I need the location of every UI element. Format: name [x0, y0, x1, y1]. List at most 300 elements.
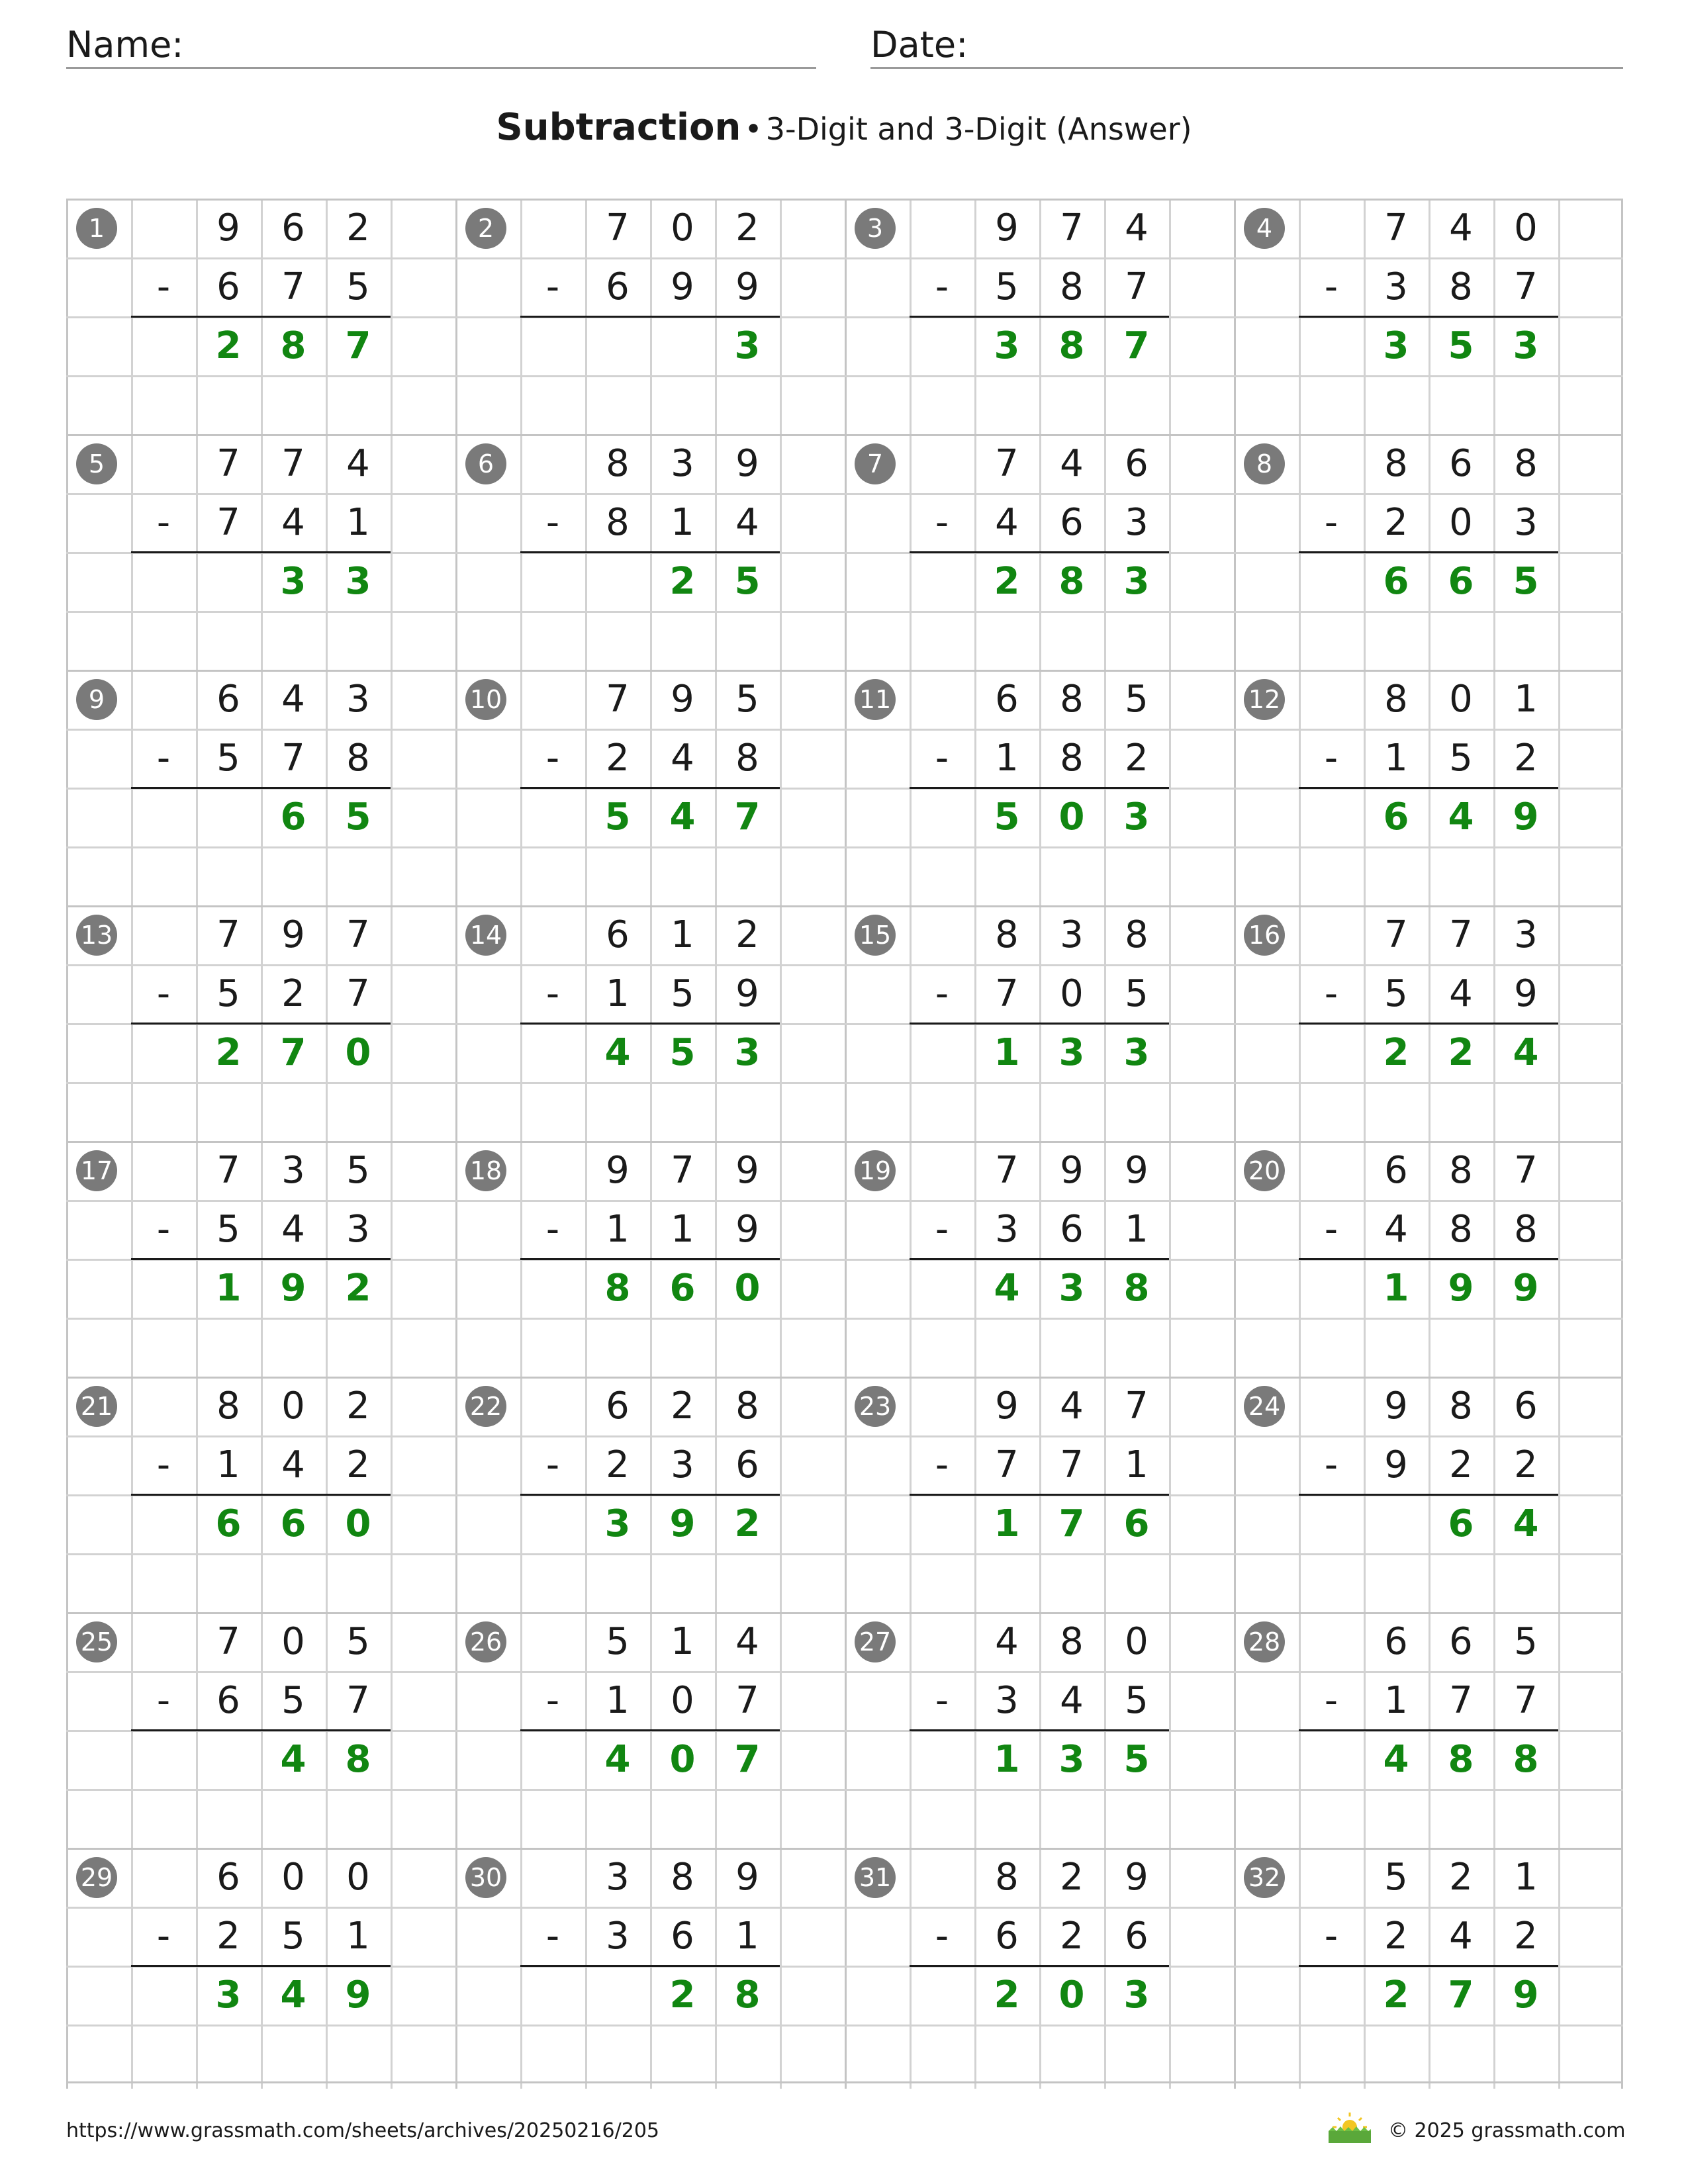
- answer-digit: 2: [1383, 1974, 1409, 2017]
- answer-digit: 0: [1058, 1974, 1085, 2017]
- answer-digit: 8: [1448, 1738, 1474, 1781]
- minus-sign: -: [156, 1443, 171, 1486]
- problem-number-badge: 3: [855, 208, 896, 249]
- minuend-digit: 6: [606, 913, 630, 956]
- subtrahend-digit: 7: [216, 501, 240, 544]
- minus-sign: -: [156, 265, 171, 308]
- answer-digit: 6: [280, 796, 306, 839]
- problem-number-badge: 23: [855, 1386, 896, 1427]
- problem-number-badge: 19: [855, 1150, 896, 1191]
- minus-sign: -: [545, 1208, 560, 1251]
- minuend-digit: 9: [995, 1385, 1019, 1428]
- minuend-digit: 1: [671, 1620, 694, 1663]
- subtrahend-digit: 2: [216, 1915, 240, 1958]
- answer-digit: 2: [994, 1974, 1020, 2017]
- minuend-digit: 6: [216, 678, 240, 721]
- subtrahend-digit: 5: [1384, 972, 1408, 1015]
- answer-digit: 6: [215, 1502, 242, 1545]
- subtrahend-digit: 6: [671, 1915, 694, 1958]
- minuend-digit: 2: [346, 1385, 370, 1428]
- answer-digit: 7: [1058, 1502, 1085, 1545]
- minuend-digit: 6: [1514, 1385, 1538, 1428]
- subtrahend-digit: 0: [1060, 972, 1084, 1015]
- sum-rule-line: [520, 1023, 780, 1024]
- title-subtitle: 3-Digit and 3-Digit (Answer): [765, 111, 1192, 147]
- minuend-digit: 7: [1125, 1385, 1149, 1428]
- subtrahend-digit: 5: [671, 972, 694, 1015]
- worksheet-title: [0, 106, 1688, 149]
- subtrahend-digit: 2: [1384, 1915, 1408, 1958]
- answer-digit: 1: [215, 1267, 242, 1310]
- minuend-digit: 8: [1125, 913, 1149, 956]
- minuend-digit: 5: [1514, 1620, 1538, 1663]
- problem-number-badge: 12: [1244, 679, 1285, 720]
- minus-sign: -: [545, 265, 560, 308]
- minus-sign: -: [935, 265, 949, 308]
- minuend-digit: 7: [1384, 913, 1408, 956]
- minus-sign: -: [935, 501, 949, 544]
- subtrahend-digit: 3: [671, 1443, 694, 1486]
- minuend-digit: 9: [1125, 1149, 1149, 1192]
- sum-rule-line: [1299, 1494, 1558, 1496]
- answer-digit: 5: [669, 1031, 696, 1074]
- subtrahend-digit: 7: [1514, 1679, 1538, 1722]
- sum-rule-line: [520, 551, 780, 553]
- minuend-digit: 1: [671, 913, 694, 956]
- subtrahend-digit: 5: [281, 1679, 305, 1722]
- subtrahend-digit: 1: [606, 1679, 630, 1722]
- subtrahend-digit: 1: [995, 737, 1019, 780]
- problem-number-badge: 20: [1244, 1150, 1285, 1191]
- subtrahend-digit: 9: [735, 265, 759, 308]
- minuend-digit: 6: [1384, 1620, 1408, 1663]
- answer-digit: 7: [734, 796, 761, 839]
- minuend-digit: 2: [1449, 1856, 1473, 1899]
- answer-digit: 5: [734, 560, 761, 603]
- answer-digit: 8: [1513, 1738, 1539, 1781]
- subtrahend-digit: 8: [346, 737, 370, 780]
- subtrahend-digit: 7: [346, 972, 370, 1015]
- subtrahend-digit: 6: [216, 265, 240, 308]
- minuend-digit: 3: [1514, 913, 1538, 956]
- minus-sign: -: [935, 1679, 949, 1722]
- grid-line-vertical: [1169, 199, 1171, 2089]
- answer-digit: 9: [280, 1267, 306, 1310]
- minus-sign: -: [1324, 1679, 1338, 1722]
- minus-sign: -: [935, 1443, 949, 1486]
- minus-sign: -: [935, 1915, 949, 1958]
- subtrahend-digit: 7: [1514, 265, 1538, 308]
- subtrahend-digit: 3: [606, 1915, 630, 1958]
- minuend-digit: 9: [735, 442, 759, 485]
- minuend-digit: 7: [216, 442, 240, 485]
- grid-line-horizontal: [66, 375, 1623, 377]
- footer-copyright: © 2025 grassmath.com: [1388, 2119, 1626, 2142]
- sum-rule-line: [520, 316, 780, 318]
- minuend-digit: 7: [1384, 206, 1408, 250]
- minuend-digit: 9: [1125, 1856, 1149, 1899]
- minuend-digit: 1: [1514, 1856, 1538, 1899]
- minuend-digit: 0: [281, 1856, 305, 1899]
- minuend-digit: 2: [1060, 1856, 1084, 1899]
- problem-number-badge: 30: [465, 1857, 506, 1898]
- sum-rule-line: [131, 1023, 391, 1024]
- answer-digit: 3: [1123, 796, 1150, 839]
- minuend-digit: 7: [346, 913, 370, 956]
- answer-digit: 0: [1058, 796, 1085, 839]
- subtrahend-digit: 6: [735, 1443, 759, 1486]
- answer-digit: 9: [1513, 796, 1539, 839]
- answer-digit: 4: [669, 796, 696, 839]
- subtrahend-digit: 3: [995, 1679, 1019, 1722]
- minuend-digit: 4: [995, 1620, 1019, 1663]
- subtrahend-digit: 4: [1449, 1915, 1473, 1958]
- minuend-digit: 6: [281, 206, 305, 250]
- problem-number-badge: 9: [76, 679, 117, 720]
- minuend-digit: 7: [1514, 1149, 1538, 1192]
- answer-digit: 7: [1448, 1974, 1474, 2017]
- minuend-digit: 5: [735, 678, 759, 721]
- minuend-digit: 9: [1384, 1385, 1408, 1428]
- grid-line-horizontal: [66, 1318, 1623, 1320]
- footer-url[interactable]: https://www.grassmath.com/sheets/archives/20250216/205: [66, 2119, 660, 2142]
- minus-sign: -: [545, 1679, 560, 1722]
- answer-digit: 6: [1383, 560, 1409, 603]
- subtrahend-digit: 7: [735, 1679, 759, 1722]
- sum-rule-line: [131, 551, 391, 553]
- subtrahend-digit: 7: [346, 1679, 370, 1722]
- subtrahend-digit: 8: [1449, 265, 1473, 308]
- answer-digit: 9: [1448, 1267, 1474, 1310]
- answer-digit: [585, 316, 650, 375]
- answer-digit: 9: [669, 1502, 696, 1545]
- answer-digit: [196, 788, 261, 846]
- subtrahend-digit: 1: [1384, 737, 1408, 780]
- problem-number-badge: 11: [855, 679, 896, 720]
- answer-digit: 1: [994, 1738, 1020, 1781]
- minuend-digit: 2: [735, 206, 759, 250]
- answer-digit: 4: [994, 1267, 1020, 1310]
- minuend-digit: 6: [606, 1385, 630, 1428]
- sum-rule-line: [1299, 787, 1558, 789]
- subtrahend-digit: 0: [671, 1679, 694, 1722]
- minuend-digit: 6: [1125, 442, 1149, 485]
- subtrahend-digit: 4: [735, 501, 759, 544]
- problem-number-badge: 17: [76, 1150, 117, 1191]
- minuend-digit: 0: [671, 206, 694, 250]
- subtrahend-digit: 5: [216, 1208, 240, 1251]
- minuend-digit: 5: [346, 1620, 370, 1663]
- sum-rule-line: [910, 316, 1169, 318]
- minus-sign: -: [1324, 265, 1338, 308]
- subtrahend-digit: 7: [1449, 1679, 1473, 1722]
- minus-sign: -: [545, 1443, 560, 1486]
- answer-digit: 4: [1448, 796, 1474, 839]
- minus-sign: -: [545, 501, 560, 544]
- grid-line-vertical: [1234, 199, 1236, 2089]
- minuend-digit: 7: [1449, 913, 1473, 956]
- answer-digit: 3: [280, 560, 306, 603]
- title-separator: •: [744, 111, 763, 147]
- sum-rule-line: [910, 551, 1169, 553]
- minuend-digit: 3: [606, 1856, 630, 1899]
- subtrahend-digit: 7: [281, 265, 305, 308]
- answer-digit: 6: [669, 1267, 696, 1310]
- answer-digit: 8: [1058, 560, 1085, 603]
- minuend-digit: 7: [1060, 206, 1084, 250]
- answer-digit: 6: [1123, 1502, 1150, 1545]
- minus-sign: -: [156, 1208, 171, 1251]
- subtrahend-digit: 1: [1125, 1443, 1149, 1486]
- answer-digit: 6: [1448, 560, 1474, 603]
- minus-sign: -: [545, 972, 560, 1015]
- subtrahend-digit: 2: [1060, 1915, 1084, 1958]
- answer-digit: 3: [994, 324, 1020, 367]
- minuend-digit: 7: [606, 678, 630, 721]
- subtrahend-digit: 6: [995, 1915, 1019, 1958]
- answer-digit: 8: [604, 1267, 631, 1310]
- minus-sign: -: [935, 1208, 949, 1251]
- subtrahend-digit: 4: [281, 1443, 305, 1486]
- minuend-digit: 6: [1449, 442, 1473, 485]
- sum-rule-line: [520, 1965, 780, 1967]
- problem-number-badge: 25: [76, 1621, 117, 1662]
- answer-digit: 5: [1448, 324, 1474, 367]
- subtrahend-digit: 1: [671, 1208, 694, 1251]
- minuend-digit: 0: [346, 1856, 370, 1899]
- grid-line-horizontal: [66, 1789, 1623, 1791]
- answer-digit: 5: [604, 796, 631, 839]
- minuend-digit: 3: [346, 678, 370, 721]
- problem-number-badge: 18: [465, 1150, 506, 1191]
- minus-sign: -: [1324, 1443, 1338, 1486]
- minus-sign: -: [1324, 737, 1338, 780]
- minuend-digit: 9: [216, 206, 240, 250]
- grid-line-vertical: [66, 199, 68, 2089]
- minuend-digit: 4: [1060, 442, 1084, 485]
- minuend-digit: 7: [281, 442, 305, 485]
- answer-digit: 2: [669, 1974, 696, 2017]
- answer-digit: 0: [345, 1031, 371, 1074]
- subtrahend-digit: 2: [1384, 501, 1408, 544]
- subtrahend-digit: 0: [1449, 501, 1473, 544]
- minuend-digit: 8: [735, 1385, 759, 1428]
- subtrahend-digit: 6: [606, 265, 630, 308]
- subtrahend-digit: 7: [1060, 1443, 1084, 1486]
- minuend-digit: 8: [216, 1385, 240, 1428]
- problem-number-badge: 24: [1244, 1386, 1285, 1427]
- answer-digit: 4: [280, 1738, 306, 1781]
- problem-number-badge: 21: [76, 1386, 117, 1427]
- minuend-digit: 8: [1384, 678, 1408, 721]
- problem-number-badge: 22: [465, 1386, 506, 1427]
- subtrahend-digit: 9: [1514, 972, 1538, 1015]
- minuend-digit: 8: [606, 442, 630, 485]
- problem-number-badge: 28: [1244, 1621, 1285, 1662]
- answer-digit: 5: [1123, 1738, 1150, 1781]
- grid-line-vertical: [780, 199, 782, 2089]
- minus-sign: -: [156, 737, 171, 780]
- answer-digit: [196, 1730, 261, 1789]
- answer-digit: 5: [994, 796, 1020, 839]
- sum-rule-line: [910, 1023, 1169, 1024]
- minus-sign: -: [1324, 1915, 1338, 1958]
- minuend-digit: 2: [671, 1385, 694, 1428]
- problem-number-badge: 15: [855, 915, 896, 956]
- minuend-digit: 8: [1449, 1149, 1473, 1192]
- subtrahend-digit: 5: [216, 972, 240, 1015]
- answer-digit: 9: [345, 1974, 371, 2017]
- answer-digit: 2: [215, 324, 242, 367]
- sum-rule-line: [1299, 1023, 1558, 1024]
- subtrahend-digit: 6: [1125, 1915, 1149, 1958]
- subtrahend-digit: 8: [1060, 737, 1084, 780]
- answer-digit: 6: [1448, 1502, 1474, 1545]
- minuend-digit: 6: [995, 678, 1019, 721]
- subtrahend-digit: 7: [995, 972, 1019, 1015]
- minuend-digit: 0: [1125, 1620, 1149, 1663]
- minuend-digit: 7: [216, 1149, 240, 1192]
- subtrahend-digit: 4: [1060, 1679, 1084, 1722]
- minuend-digit: 8: [1060, 678, 1084, 721]
- answer-digit: 4: [1513, 1031, 1539, 1074]
- answer-digit: 5: [1513, 560, 1539, 603]
- subtrahend-digit: 7: [995, 1443, 1019, 1486]
- sum-rule-line: [910, 1729, 1169, 1731]
- minus-sign: -: [156, 1679, 171, 1722]
- problem-number-badge: 10: [465, 679, 506, 720]
- minuend-digit: 7: [216, 913, 240, 956]
- minuend-digit: 8: [1514, 442, 1538, 485]
- subtrahend-digit: 1: [671, 501, 694, 544]
- subtrahend-digit: 6: [1060, 501, 1084, 544]
- minuend-digit: 7: [606, 206, 630, 250]
- answer-digit: 3: [1058, 1031, 1085, 1074]
- answer-digit: 5: [345, 796, 371, 839]
- subtrahend-digit: 8: [1060, 265, 1084, 308]
- answer-digit: 7: [280, 1031, 306, 1074]
- problem-number-badge: 6: [465, 443, 506, 484]
- minuend-digit: 4: [281, 678, 305, 721]
- minuend-digit: 6: [1384, 1149, 1408, 1192]
- subtrahend-digit: 2: [1125, 737, 1149, 780]
- answer-digit: 8: [734, 1974, 761, 2017]
- grid-line-horizontal: [66, 846, 1623, 848]
- subtrahend-digit: 1: [735, 1915, 759, 1958]
- name-field-line[interactable]: [66, 67, 816, 69]
- answer-digit: [1364, 1494, 1429, 1553]
- answer-digit: 3: [215, 1974, 242, 2017]
- sum-rule-line: [1299, 316, 1558, 318]
- subtrahend-digit: 2: [1514, 1915, 1538, 1958]
- subtrahend-digit: 5: [281, 1915, 305, 1958]
- minuend-digit: 0: [281, 1620, 305, 1663]
- sum-rule-line: [131, 787, 391, 789]
- problem-number-badge: 16: [1244, 915, 1285, 956]
- minuend-digit: 7: [216, 1620, 240, 1663]
- subtrahend-digit: 2: [1514, 1443, 1538, 1486]
- subtrahend-digit: 7: [281, 737, 305, 780]
- minuend-digit: 9: [671, 678, 694, 721]
- minuend-digit: 4: [1125, 206, 1149, 250]
- title-main: Subtraction: [496, 106, 741, 149]
- sum-rule-line: [520, 787, 780, 789]
- subtrahend-digit: 1: [346, 501, 370, 544]
- answer-digit: 4: [1513, 1502, 1539, 1545]
- subtrahend-digit: 5: [346, 265, 370, 308]
- minus-sign: -: [1324, 501, 1338, 544]
- subtrahend-digit: 4: [1449, 972, 1473, 1015]
- answer-digit: 3: [734, 1031, 761, 1074]
- subtrahend-digit: 3: [995, 1208, 1019, 1251]
- grid-line-horizontal: [66, 1082, 1623, 1084]
- minuend-digit: 5: [1384, 1856, 1408, 1899]
- problem-number-badge: 29: [76, 1857, 117, 1898]
- answer-digit: 2: [669, 560, 696, 603]
- answer-digit: 1: [994, 1502, 1020, 1545]
- date-field-line[interactable]: [870, 67, 1623, 69]
- minuend-digit: 0: [1449, 678, 1473, 721]
- minuend-digit: 5: [346, 1149, 370, 1192]
- answer-digit: 8: [1123, 1267, 1150, 1310]
- minuend-digit: 7: [671, 1149, 694, 1192]
- minus-sign: -: [156, 1915, 171, 1958]
- grid-line-vertical: [1558, 199, 1560, 2089]
- answer-digit: 4: [280, 1974, 306, 2017]
- sum-rule-line: [910, 1965, 1169, 1967]
- answer-digit: 3: [1513, 324, 1539, 367]
- sum-rule-line: [520, 1494, 780, 1496]
- subtrahend-digit: 4: [281, 501, 305, 544]
- subtrahend-digit: 3: [1384, 265, 1408, 308]
- minuend-digit: 1: [1514, 678, 1538, 721]
- sum-rule-line: [131, 1258, 391, 1260]
- answer-digit: 2: [734, 1502, 761, 1545]
- subtrahend-digit: 3: [1514, 501, 1538, 544]
- answer-digit: 2: [994, 560, 1020, 603]
- problem-number-badge: 1: [76, 208, 117, 249]
- problem-number-badge: 5: [76, 443, 117, 484]
- subtrahend-digit: 5: [995, 265, 1019, 308]
- problem-number-badge: 32: [1244, 1857, 1285, 1898]
- minus-sign: -: [156, 972, 171, 1015]
- answer-digit: 2: [1448, 1031, 1474, 1074]
- minuend-digit: 2: [735, 913, 759, 956]
- answer-digit: 2: [1383, 1031, 1409, 1074]
- minuend-digit: 4: [346, 442, 370, 485]
- minus-sign: -: [545, 1915, 560, 1958]
- subtrahend-digit: 8: [606, 501, 630, 544]
- answer-digit: 8: [280, 324, 306, 367]
- problem-number-badge: 26: [465, 1621, 506, 1662]
- answer-digit: 2: [215, 1031, 242, 1074]
- grid-line-vertical: [455, 199, 457, 2089]
- sun-over-grass-logo-icon: [1326, 2110, 1374, 2144]
- answer-digit: 3: [1383, 324, 1409, 367]
- problem-number-badge: 8: [1244, 443, 1285, 484]
- subtrahend-digit: 1: [606, 972, 630, 1015]
- answer-digit: [585, 1966, 650, 2025]
- answer-digit: 1: [994, 1031, 1020, 1074]
- sum-rule-line: [131, 1965, 391, 1967]
- subtrahend-digit: 5: [1125, 972, 1149, 1015]
- subtrahend-digit: 1: [1125, 1208, 1149, 1251]
- minuend-digit: 4: [1449, 206, 1473, 250]
- subtrahend-digit: 1: [1384, 1679, 1408, 1722]
- subtrahend-digit: 2: [606, 1443, 630, 1486]
- minus-sign: -: [156, 501, 171, 544]
- grid-line-vertical: [845, 199, 847, 2089]
